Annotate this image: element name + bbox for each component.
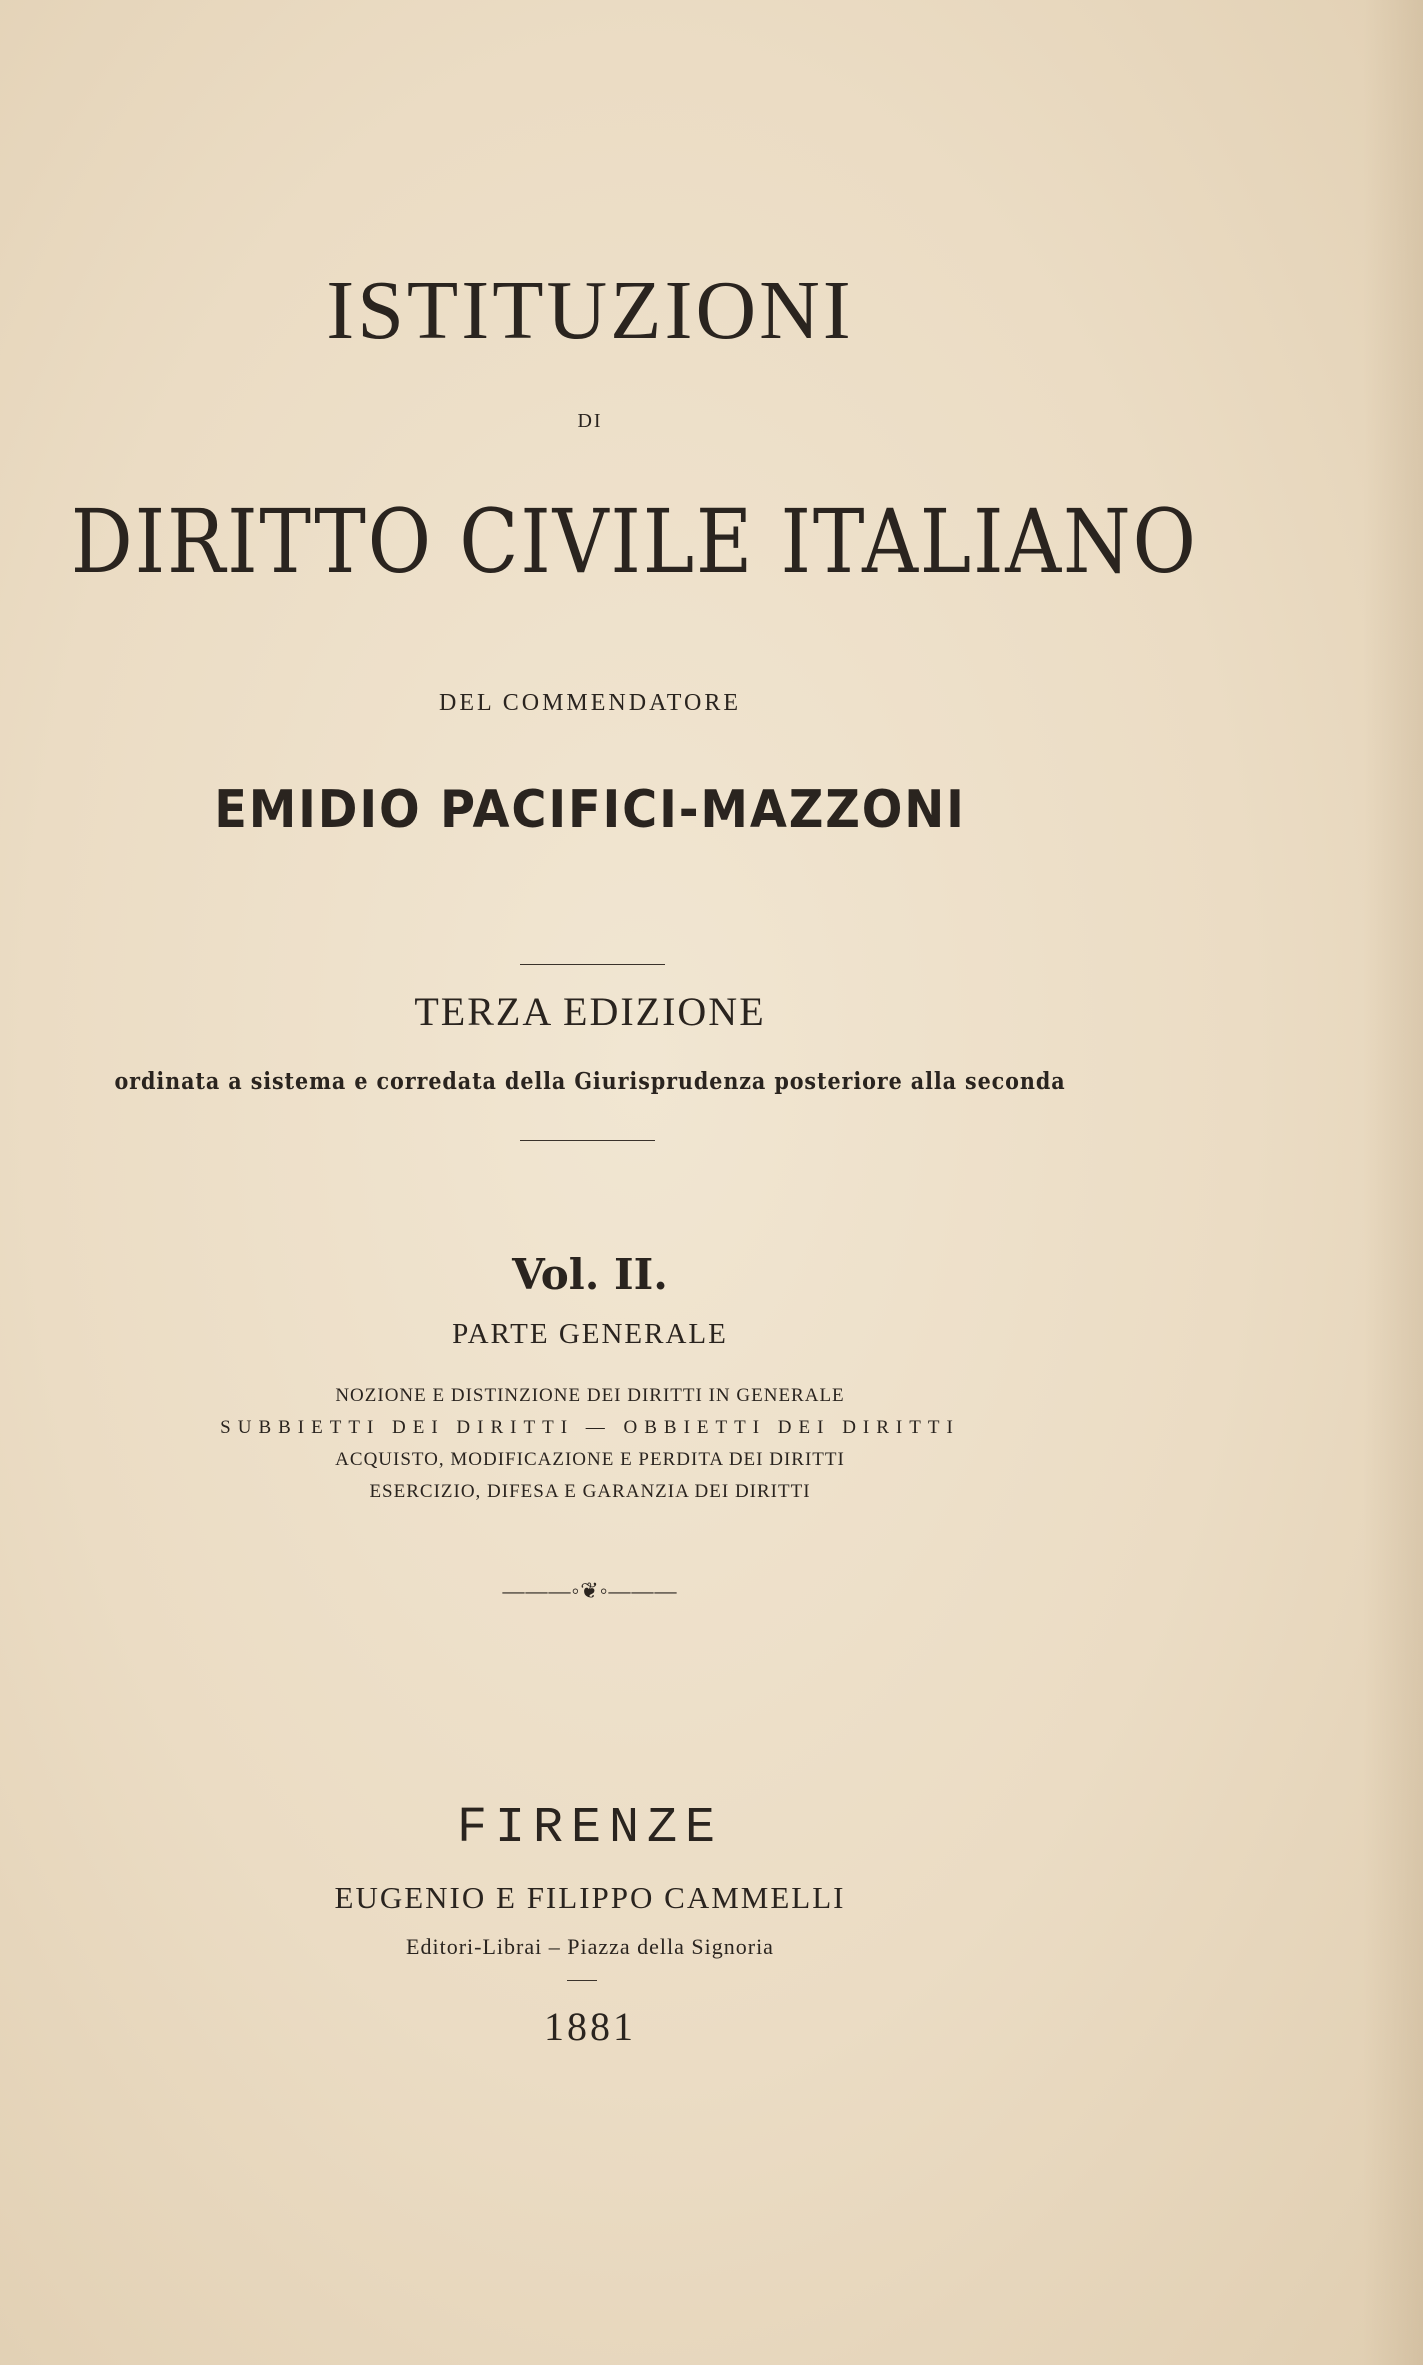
imprint-publisher: EUGENIO E FILIPPO CAMMELLI <box>334 1880 846 1915</box>
topic-line: NOZIONE E DISTINZIONE DEI DIRITTI IN GENERALE <box>335 1385 845 1406</box>
book-subject: DIRITTO CIVILE ITALIANO <box>70 490 1198 593</box>
divider-rule <box>520 964 665 965</box>
author-name: EMIDIO PACIFICI-MAZZONI <box>214 780 966 840</box>
topic-line: ACQUISTO, MODIFICAZIONE E PERDITA DEI DIRITTI <box>335 1449 845 1470</box>
imprint-publisher-detail: Editori-Librai – Piazza della Signoria <box>406 1934 774 1959</box>
divider-rule <box>567 1980 597 1981</box>
imprint-year: 1881 <box>544 2004 636 2049</box>
topic-line: SUBBIETTI DEI DIRITTI — OBBIETTI DEI DIRITTI <box>220 1417 960 1438</box>
edition-description: ordinata a sistema e corredata della Giurisprudenza posteriore alla seconda <box>114 1068 1066 1095</box>
ornament-divider: ———◦❦◦——— <box>502 1578 678 1603</box>
page-edge-shadow <box>1363 0 1423 2365</box>
edition-label: TERZA EDIZIONE <box>414 989 766 1034</box>
volume-part: PARTE GENERALE <box>452 1318 728 1350</box>
title-connector: DI <box>577 410 603 432</box>
book-title: ISTITUZIONI <box>326 264 854 357</box>
divider-rule <box>520 1140 655 1141</box>
topic-line: ESERCIZIO, DIFESA E GARANZIA DEI DIRITTI <box>369 1481 811 1502</box>
volume-number: Vol. II. <box>512 1250 668 1299</box>
author-prefix: DEL COMMENDATORE <box>438 690 741 716</box>
imprint-city: FIRENZE <box>456 1800 724 1857</box>
